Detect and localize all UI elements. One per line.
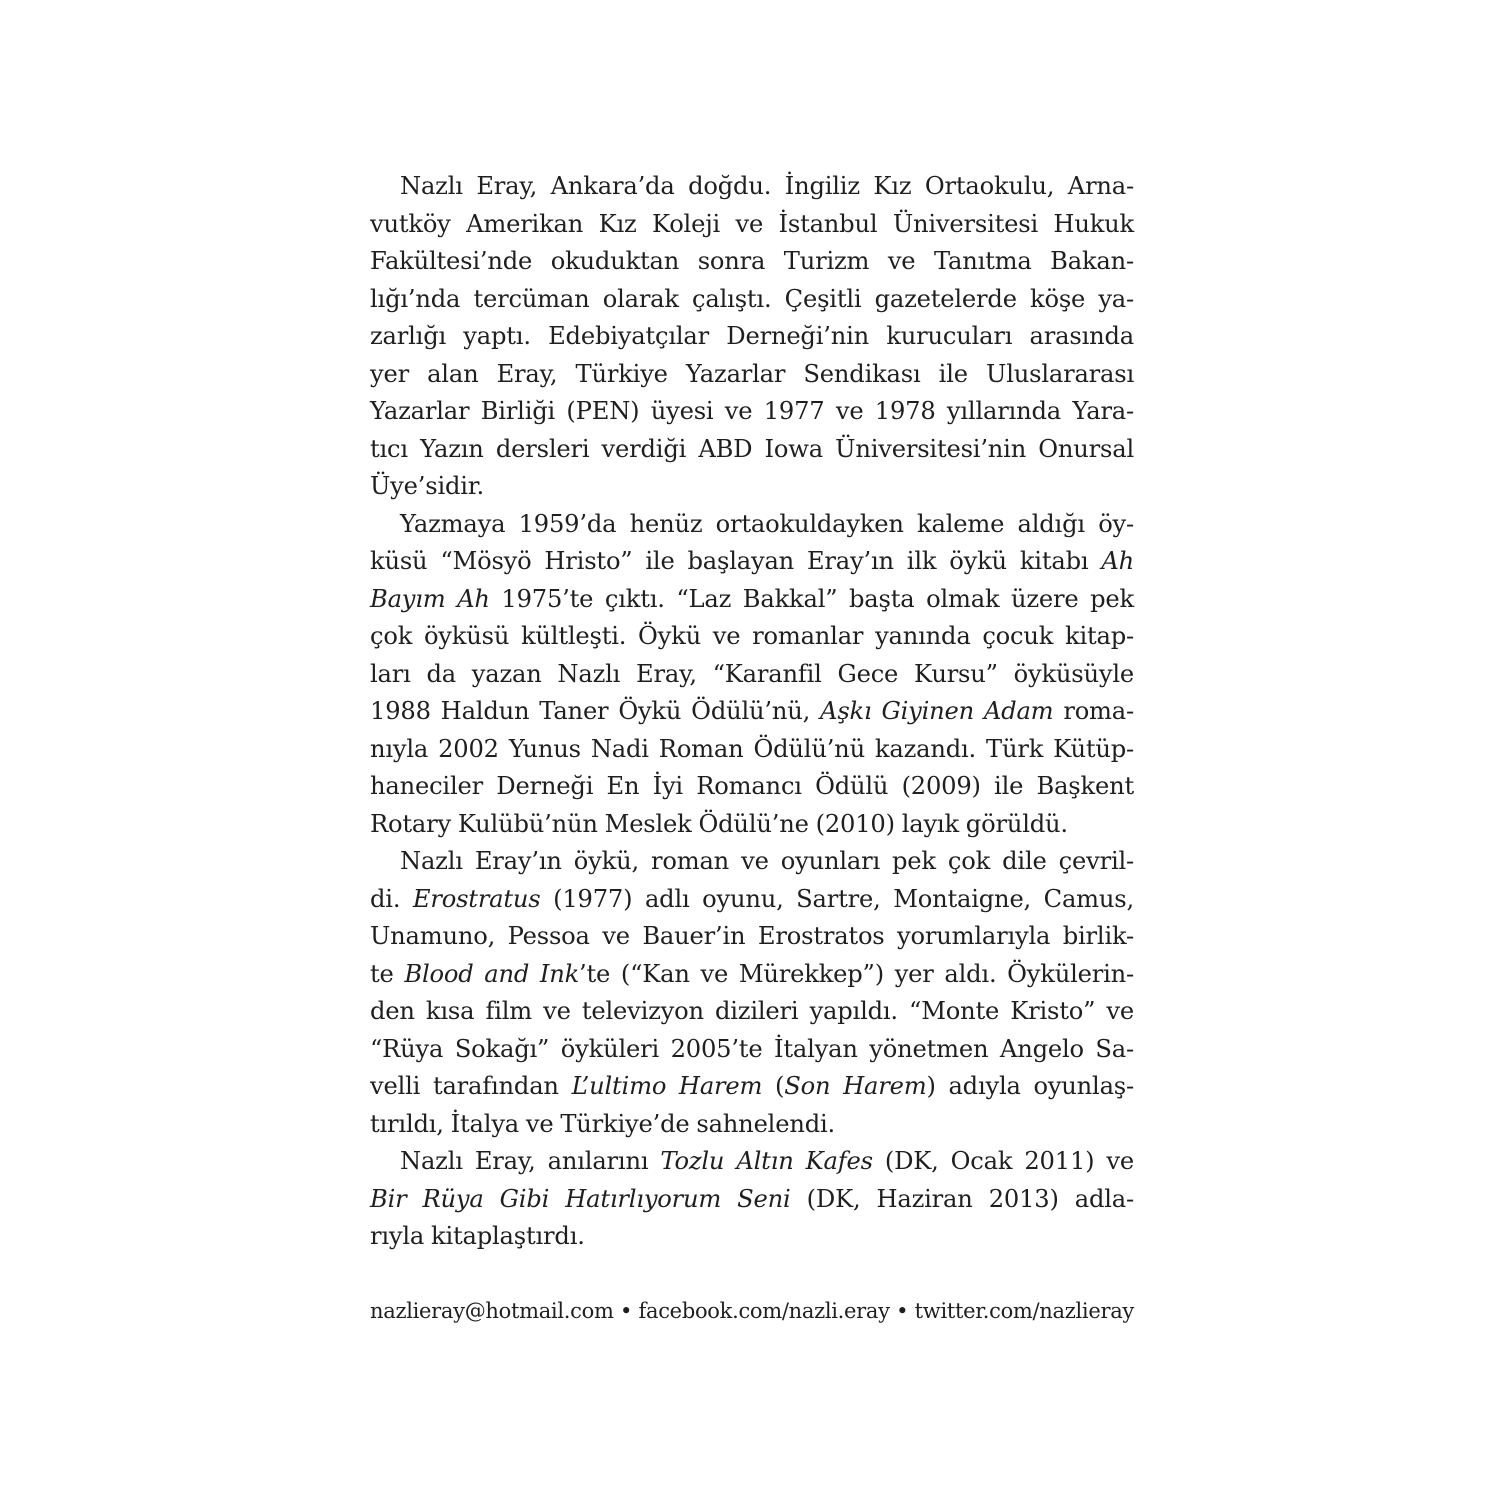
italic-title: Ah bbox=[1101, 547, 1134, 575]
text-line bbox=[370, 581, 1134, 619]
text-line: tıcı Yazın dersleri verdiği ABD Iowa Üniversitesi’nin Onursal bbox=[370, 434, 1134, 463]
text-run: roma- bbox=[1053, 697, 1134, 725]
text-run: (DK, Haziran 2013) adla- bbox=[790, 1184, 1134, 1213]
facebook-address: facebook.com/nazli.eray bbox=[638, 1299, 890, 1323]
text-run: Nazlı Eray, anılarını bbox=[400, 1147, 661, 1175]
text-line: vutköy Amerikan Kız Koleji ve İstanbul Üniversitesi Hukuk bbox=[370, 209, 1134, 238]
text-run: 1988 Haldun Taner Öykü Ödülü’nü, bbox=[370, 697, 821, 725]
text-line: Nazlı Eray, Ankara’da doğdu. İngiliz Kız Ortaokulu, Arna- bbox=[400, 172, 1134, 200]
italic-title: L’ultimo Harem bbox=[571, 1072, 763, 1100]
text-line: tırıldı, İtalya ve Türkiye’de sahnelendi. bbox=[370, 1109, 836, 1138]
italic-title: Bir Rüya Gibi Hatırlıyorum Seni bbox=[370, 1184, 791, 1213]
text-run: 1975’te çıktı. “Laz Bakkal” başta olmak üzere pek bbox=[489, 584, 1134, 613]
text-line bbox=[370, 881, 1134, 919]
paragraph bbox=[370, 843, 1134, 1143]
text-run: ’te (“Kan ve Mürekkep”) yer aldı. Öykülerin- bbox=[579, 959, 1134, 988]
italic-title: Blood and Ink bbox=[404, 959, 580, 988]
text-line: haneciler Derneği En İyi Romancı Ödülü (2009) ile Başkent bbox=[370, 772, 1134, 800]
text-line bbox=[370, 1068, 1134, 1106]
italic-title: Erostratus bbox=[412, 884, 541, 913]
text-run: te bbox=[370, 959, 405, 988]
text-line: Fakültesi’nde okuduktan sonra Turizm ve Tanıtma Bakan- bbox=[370, 247, 1134, 275]
separator-bullet: • bbox=[896, 1299, 909, 1323]
separator-bullet: • bbox=[620, 1299, 633, 1323]
text-run: ) adıyla oyunlaş- bbox=[926, 1072, 1134, 1100]
text-run: velli tarafından bbox=[370, 1072, 572, 1100]
text-run: ( bbox=[762, 1072, 785, 1100]
text-line: Yazmaya 1959’da henüz ortaokuldayken kaleme aldığı öy- bbox=[400, 509, 1134, 538]
text-line: “Rüya Sokağı” öyküleri 2005’te İtalyan yönetmen Angelo Sa- bbox=[370, 1034, 1134, 1063]
italic-title: Tozlu Altın Kafes bbox=[660, 1147, 873, 1175]
email-address: nazlieray@hotmail.com bbox=[370, 1299, 614, 1323]
text-line: den kısa film ve televizyon dizileri yapıldı. “Monte Kristo” ve bbox=[370, 997, 1134, 1025]
text-line: Nazlı Eray’ın öykü, roman ve oyunları pek çok dile çevril- bbox=[400, 847, 1134, 875]
contact-line bbox=[370, 1296, 1134, 1326]
text-run: küsü “Mösyö Hristo” ile başlayan Eray’ın ilk öykü kitabı bbox=[370, 547, 1102, 575]
text-line: rıyla kitaplaştırdı. bbox=[370, 1222, 585, 1250]
text-run: di. bbox=[370, 884, 413, 913]
text-line: lığı’nda tercüman olarak çalıştı. Çeşitli gazetelerde köşe ya- bbox=[370, 284, 1134, 313]
italic-title: Bayım Ah bbox=[370, 584, 490, 613]
text-line bbox=[370, 1181, 1134, 1219]
text-line: yer alan Eray, Türkiye Yazarlar Sendikası ile Uluslararası bbox=[370, 359, 1134, 388]
paragraph bbox=[370, 506, 1134, 844]
paragraph bbox=[370, 1143, 1134, 1256]
biography-text bbox=[370, 168, 1134, 1256]
text-line: zarlığı yaptı. Edebiyatçılar Derneği’nin kurucuları arasında bbox=[370, 322, 1134, 350]
italic-title: Aşkı Giyinen Adam bbox=[820, 697, 1054, 725]
text-line: çok öyküsü kültleşti. Öykü ve romanlar yanında çocuk kitap- bbox=[370, 622, 1134, 650]
biography-page bbox=[370, 168, 1134, 1256]
paragraph bbox=[370, 168, 1134, 506]
text-line bbox=[370, 693, 1134, 731]
text-line: Üye’sidir. bbox=[370, 472, 485, 500]
text-line: Yazarlar Birliği (PEN) üyesi ve 1977 ve 1978 yıllarında Yara- bbox=[370, 397, 1134, 425]
text-line: Rotary Kulübü’nün Meslek Ödülü’ne (2010) layık görüldü. bbox=[370, 809, 1068, 838]
text-line bbox=[370, 543, 1134, 581]
text-line: nıyla 2002 Yunus Nadi Roman Ödülü’nü kazandı. Türk Kütüp- bbox=[370, 734, 1134, 763]
twitter-address: twitter.com/nazlieray bbox=[914, 1299, 1134, 1323]
text-line: ları da yazan Nazlı Eray, “Karanfil Gece Kursu” öyküsüyle bbox=[370, 659, 1134, 688]
text-line bbox=[370, 956, 1134, 994]
text-line bbox=[370, 1143, 1134, 1181]
italic-title: Son Harem bbox=[784, 1072, 927, 1100]
text-line: Unamuno, Pessoa ve Bauer’in Erostratos yorumlarıyla birlik- bbox=[370, 922, 1134, 950]
text-run: (1977) adlı oyunu, Sartre, Montaigne, Camus, bbox=[540, 884, 1134, 913]
text-run: (DK, Ocak 2011) ve bbox=[872, 1147, 1134, 1175]
